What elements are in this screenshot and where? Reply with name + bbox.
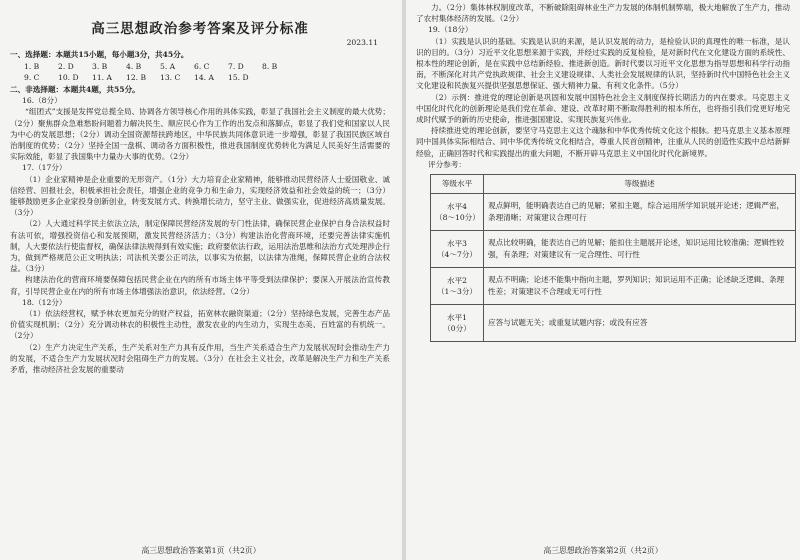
answer-item: 6. C (194, 61, 210, 71)
rubric-header-level: 等级水平 (431, 175, 484, 194)
q17-answer-3: 构建法治化的营商环境要保障包括民营企业在内的所有市场主体平等受到法律保护；要深入开展法治宣传教育，引导民营企业在内的所有市场主体增强法治意识，依法经营。（2分） (10, 275, 390, 296)
exam-date: 2023.11 (346, 38, 378, 48)
section-2-heading: 二、非选择题：本题共4题，共55分。 (10, 85, 140, 95)
answer-row-2 (24, 72, 390, 83)
page-footer: 高三思想政治答案第1页（共2页） (141, 545, 261, 555)
q17-heading: 17.（17分） (22, 163, 67, 173)
q17-answer-2: （2）人大通过科学民主依法立法，制定保障民营经济发展的专门性法律，确保民营企业保护自身合法权益时有法可依，增强投资信心和发展预期，激发民营经济活力；（3分）构建法治化营商环境，还要完善法律实施机制，人大要依法行使监督权，确保法律法规得到有效实施；政府要依法行政，运用法治思维和法治方式处理涉企行为，做到严格规范公正文明执法；司法机关要公正司法，以事实为依据，以法律为准绳，保障民营企业的合法权益。（3分） (10, 219, 390, 274)
rubric-row (431, 231, 796, 268)
rubric-range: （4～7分） (436, 250, 478, 260)
q19-answer-2: （2）示例：推进党的理论创新是巩固和发展中国特色社会主义制度保持长期活力的内在要求。马克思主义中国化时代化的创新理论是我们党在革命、建设、改革时期不断取得胜利的根本所在，也将指引我们党更好地完成时代赋予的新的历史使命，推进强国建设、实现民族复兴伟业。 (416, 92, 790, 125)
rubric-table (430, 174, 796, 342)
answer-item: 7. D (228, 61, 244, 71)
rubric-level: 水平3 (446, 238, 468, 248)
q19-answer-3: 持续推进党的理论创新，要坚守马克思主义这个魂脉和中华优秀传统文化这个根脉。把马克思主义基本原理同中国具体实际相结合、同中华优秀传统文化相结合，尊重人民首创精神，注重从人民的创造性实践中总结新鲜经验，正确回答时代和实践提出的重大问题，不断开辟马克思主义中国化时代化新境界。 (416, 126, 790, 158)
answer-item: 5. A (160, 61, 176, 71)
answer-item: 14. A (194, 72, 214, 82)
rubric-desc: 观点比较明确，能表达自己的见解；能扣住主题展开论述，知识运用比较准确；逻辑性较强，有条理；对策建议有一定合理性、可行性 (484, 231, 796, 268)
page-2 (406, 0, 800, 560)
q16-answer: “组团式”支援是发挥党总揽全局、协调各方领导核心作用的具体实践，彰显了我国社会主义制度的最大优势；（2分）聚焦群众急难愁盼问题着力解决民生、顺应民心作为工作的出发点和落脚点，彰显了我们党和国家以人民为中心的发展思想；（2分）调动全国资源帮扶跨地区，中华民族共同体意识进一步增强，彰显了我国民族区域自治制度的优势；（2分）坚持全国一盘棋、调动各方面积极性，推进我国制度优势转化为满足人民美好生活需要的实际效能，彰显了我国集中力量办大事的优势。（2分） (10, 107, 390, 162)
rubric-level-cell (431, 305, 484, 342)
rubric-desc: 观点鲜明，能明确表达自己的见解；紧扣主题，综合运用所学知识展开论述；逻辑严密，条理清晰；对策建议合理可行 (484, 194, 796, 231)
answer-item: 10. D (58, 72, 79, 82)
q18-answer-1: （1）依法经营权，赋予林农更加充分的财产权益，拓宽林农融资渠道；（2分）坚持绿色发展，完善生态产品价值实现机制；（2分）充分调动林农的积极性主动性，激发农业的内生动力，实现生态美、百姓富的有机统一。（2分） (10, 309, 390, 341)
answer-item: 8. B (262, 61, 278, 71)
rubric-header-desc: 等级描述 (484, 175, 796, 194)
q19-answer-1: （1）实践是认识的基础。实践是认识的来源，是认识发展的动力，是检验认识的真理性的唯一标准，是认识的目的。（3分）习近平文化思想来源于实践，并经过实践的反复检验，是对新时代在文化建设方面的系统性、根本性的理论创新，是在实践中总结新经验、推进新创造。新时代要以习近平文化思想为指导思想和科学行动指南，不断深化对共产党执政规律、社会主义建设规律、人类社会发展规律的认识，坚持新时代中国特色社会主义文化建设和民族复兴提供坚强思想保证、强大精神力量、有利文化条件。（5分） (416, 36, 790, 91)
answer-item: 1. B (24, 61, 40, 71)
q17-answer-1: （1）企业家精神是企业重要的无形资产。（1分）大力培育企业家精神，能够推动民营经济人士爱国敬业、诚信经营、回报社会，积极承担社会责任，增强企业的竞争力和生命力，实现经济效益和社会效益的统一；（3分）能够鼓励更多企业家投身创新创业，转变发展方式、转换增长动力，坚守主业、做强实业，促进经济高质量发展。（3分） (10, 174, 390, 218)
rubric-row (431, 305, 796, 342)
answer-item: 3. B (92, 61, 108, 71)
answer-item: 13. C (160, 72, 181, 82)
q18-answer-2: （2）生产力决定生产关系，生产关系对生产力具有反作用，当生产关系适合生产力发展状况时会推动生产力的发展，不适合生产力发展状况时会阻碍生产力的发展。（3分）在社会主义社会，改革是解决生产力和生产关系矛盾，推动经济社会发展的重要动 (10, 342, 390, 375)
answer-item: 11. A (92, 72, 112, 82)
rubric-header-row (431, 175, 796, 194)
rubric-range: （8～10分） (435, 213, 480, 223)
rubric-label: 评分参考： (428, 159, 466, 169)
rubric-level: 水平1 (446, 312, 468, 322)
page-footer: 高三思想政治答案第2页（共2页） (543, 545, 663, 555)
rubric-level-cell (431, 194, 484, 231)
rubric-range: （1～3分） (436, 287, 478, 297)
rubric-level-cell (431, 231, 484, 268)
answer-row-1 (24, 61, 390, 72)
section-1-heading: 一、选择题：本题共15小题，每小题3分，共45分。 (10, 50, 189, 60)
q16-heading: 16.（8分） (22, 96, 62, 106)
q19-heading: 19.（18分） (428, 25, 473, 35)
answer-item: 9. C (24, 72, 40, 82)
answer-item: 12. B (126, 72, 147, 82)
rubric-level-cell (431, 268, 484, 305)
rubric-range: （0分） (443, 324, 471, 334)
rubric-row (431, 268, 796, 305)
rubric-desc: 应答与试题无关；或重复试题内容；或没有应答 (484, 305, 796, 342)
rubric-row (431, 194, 796, 231)
q18-answer-continued: 力。（2分）集体林权制度改革，不断破除阻碍林业生产力发展的体制机制弊端，极大地解放了生产力，推动了农村集体经济的发展。（2分） (416, 3, 790, 24)
rubric-level: 水平4 (446, 201, 468, 211)
rubric-desc: 观点不明确；论述不能集中指向主题，罗列知识；知识运用不正确；论述缺乏逻辑、条理性差；对策建议不合理或无可行性 (484, 268, 796, 305)
page-title: 高三思想政治参考答案及评分标准 (91, 21, 309, 37)
q18-heading: 18.（12分） (22, 297, 67, 307)
rubric-level: 水平2 (446, 275, 468, 285)
answer-item: 2. D (58, 61, 74, 71)
answer-item: 15. D (228, 72, 249, 82)
answer-item: 4. B (126, 61, 142, 71)
